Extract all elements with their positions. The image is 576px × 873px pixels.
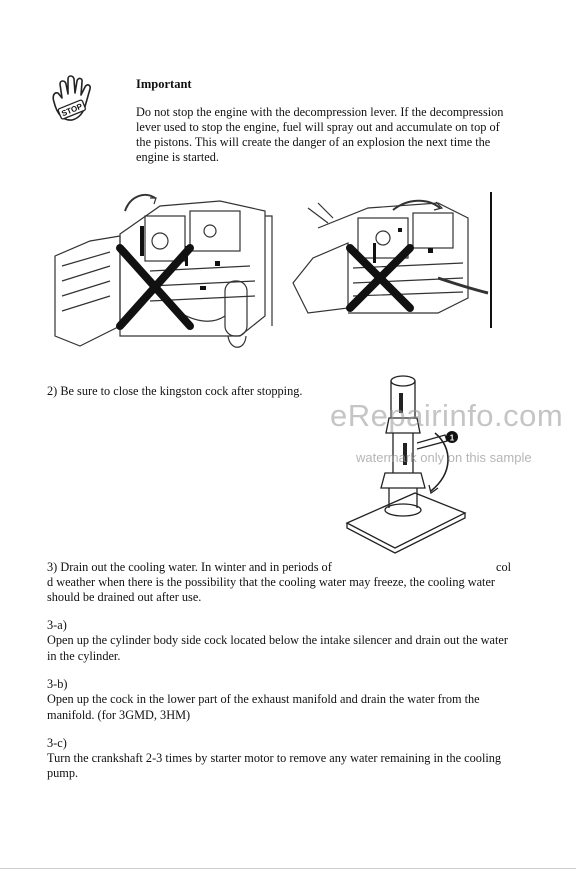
- step-3a-line-2: in the cylinder.: [47, 649, 121, 663]
- step-3c-label: 3-c): [47, 736, 67, 750]
- important-line-4: engine is started.: [136, 150, 219, 164]
- engine-illustration-left: [50, 186, 275, 361]
- important-heading: Important: [136, 77, 192, 91]
- engine-illustration-right: [288, 188, 494, 330]
- page-bottom-divider: [0, 868, 576, 869]
- stop-sign-text: STOP: [60, 101, 84, 119]
- kingston-marker-text: 1: [449, 433, 455, 443]
- step-3-line-1-right: col: [496, 560, 512, 574]
- step-3-line-2: d weather when there is the possibility that the cooling water may freeze, the cooling water: [47, 575, 495, 589]
- step-3a-line-1: Open up the cylinder body side cock located below the intake silencer and drain out the water: [47, 633, 508, 647]
- important-line-3: the pistons. This will create the danger of an explosion the next time the: [136, 135, 491, 149]
- step-3-line-3: should be drained out after use.: [47, 590, 202, 604]
- step-3b-line-1: Open up the cock in the lower part of the exhaust manifold and drain the water from the: [47, 692, 480, 706]
- step-3b-label: 3-b): [47, 677, 68, 691]
- step-3c-line-2: pump.: [47, 766, 79, 780]
- step-2-text: 2) Be sure to close the kingston cock after stopping.: [47, 384, 303, 398]
- step-3c-line-1: Turn the crankshaft 2-3 times by starter motor to remove any water remaining in the cooling: [47, 751, 502, 765]
- step-3b-line-2: manifold. (for 3GMD, 3HM): [47, 708, 191, 722]
- step-3a-label: 3-a): [47, 618, 67, 632]
- important-line-2: lever used to stop the engine, fuel will spray out and accumulate on top of: [136, 120, 500, 134]
- watermark-note: watermark only on this sample: [356, 450, 532, 465]
- watermark-site: eRepairinfo.com: [330, 398, 564, 433]
- stop-hand-icon: [46, 72, 100, 128]
- vertical-rule: [490, 192, 492, 328]
- important-line-1: Do not stop the engine with the decompression lever. If the decompression: [136, 105, 504, 119]
- step-3-line-1-left: 3) Drain out the cooling water. In winter and in periods of: [47, 560, 332, 574]
